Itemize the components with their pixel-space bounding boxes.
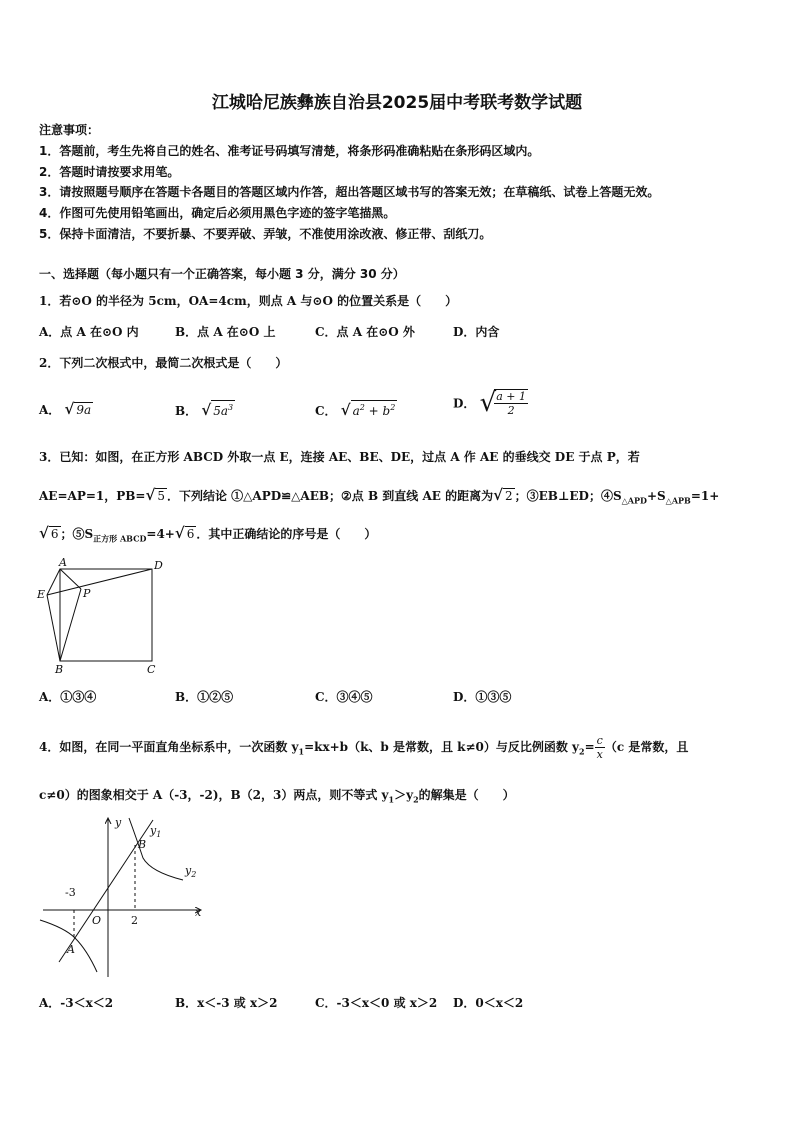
label-point-a: A [67, 943, 75, 956]
label-c: C [147, 663, 156, 676]
q1-option-d: D．内含 [453, 325, 500, 339]
label-x-axis: x [195, 906, 202, 919]
square-figure [35, 555, 170, 677]
q2-option-c-exp1: 2 [359, 403, 365, 412]
q2-option-a-label: A． [39, 403, 61, 417]
q2-option-c-label: C． [315, 404, 337, 418]
q1-option-b: B．点 A 在⊙O 上 [175, 325, 276, 339]
q4-option-a: A．-3＜x＜2 [39, 996, 114, 1010]
segment-ae [47, 569, 60, 595]
q2-option-d-numerator: a + 1 [496, 390, 526, 403]
question-1-stem: 1．若⊙O 的半径为 5cm，OA=4cm，则点 A 与⊙O 的位置关系是（ ） [39, 294, 458, 308]
q3-rad-1: 5 [157, 489, 165, 503]
segment-de [47, 569, 152, 595]
label-point-b: B [138, 838, 147, 851]
label-y1: $y_1$ [150, 824, 162, 839]
q2-option-b: B． √ $5a^3$ [175, 401, 234, 419]
q4-text-e: c≠0）的图象相交于 A（-3，-2)，B（2，3）两点，则不等式 y [39, 788, 389, 802]
q4-sub-3: 1 [388, 794, 395, 805]
question-3-line-2: AE=AP=1，PB=√ 5 ．下列结论 ①△APD≌△AEB；②点 B 到直线 AE 的距离为√ 2 ；③EB⊥ED；$④S_{\triangle APD}+S_{\triangle APB}=1+$ [39, 486, 720, 506]
q2-option-c-exp2: 2 [390, 403, 396, 412]
q3-option-d: D．①③⑤ [453, 690, 512, 704]
q4-text-d: （c 是常数，且 [604, 740, 689, 754]
question-3-line-1: 3．已知：如图，在正方形 ABCD 外取一点 E，连接 AE、BE、DE，过点 A 作 AE 的垂线交 DE 于点 P，若 [39, 450, 640, 464]
question-3-line-3: √ 6 ；$⑤S_{正方形 ABCD}=4+√$ 6 ．其中正确结论的序号是（ ） [39, 524, 377, 544]
q3-text-b: ．下列结论 ①△APD≌△AEB；②点 B 到直线 AE 的距离为 [166, 489, 494, 503]
q3-rad-4: 6 [186, 527, 195, 541]
label-y-axis: y [115, 816, 122, 829]
q2-option-c-term1: a [352, 404, 360, 418]
q2-option-b-label: B． [175, 404, 198, 418]
q4-frac-num: c [595, 734, 605, 748]
q2-option-b-base: 5a [213, 404, 228, 418]
q3-text-d: +S [646, 489, 666, 503]
segment-pb [60, 589, 81, 661]
q4-text-a: 4．如图，在同一平面直角坐标系中，一次函数 y [39, 740, 299, 754]
q3-sub-1: △APD [621, 495, 647, 506]
label-y2: $y_2$ [185, 864, 197, 879]
label-d: D [154, 559, 163, 572]
q2-option-d-label: D． [453, 396, 476, 411]
section-heading: 一、选择题（每小题只有一个正确答案，每小题 3 分，满分 30 分） [39, 267, 405, 281]
q3-rad-3: 6 [50, 527, 59, 541]
notice-item-2: 2．答题时请按要求用笔。 [39, 165, 180, 179]
notice-heading: 注意事项： [39, 123, 100, 137]
q4-sub-2: 2 [579, 746, 585, 757]
label-e: E [37, 588, 46, 601]
q2-option-a: A． √ 9a [39, 400, 92, 418]
q4-sub-4: 2 [413, 794, 419, 805]
q3-text-a: AE=AP=1，PB= [39, 489, 146, 503]
segment-ap [60, 569, 81, 589]
q3-text-f: ；⑤S [60, 527, 94, 541]
q2-option-c: C． √ $a^2 + b^2$ [315, 401, 396, 419]
segment-be [47, 595, 60, 661]
q4-option-c: C．-3＜x＜0 或 x＞2 [315, 996, 438, 1010]
label-origin: O [92, 914, 102, 927]
q4-sub-1: 1 [298, 746, 305, 757]
q4-text-f: ＞y [394, 788, 414, 802]
q4-text-g: 的解集是（ ） [418, 788, 515, 802]
page-title: 江城哈尼族彝族自治县2025届中考联考数学试题 [211, 93, 583, 113]
q2-option-d: D． √ $\frac{a + 1}{2}$ [453, 388, 526, 418]
coordinate-figure [35, 812, 210, 980]
q3-option-b: B．①②⑤ [175, 690, 234, 704]
q3-option-a: A．①③④ [39, 690, 97, 704]
q2-option-b-exp: 3 [228, 403, 234, 412]
label-p: P [83, 587, 91, 600]
question-4-line-2 [39, 786, 515, 804]
q3-sub-3: 正方形 ABCD [93, 533, 147, 544]
question-4-line-1 [39, 734, 688, 761]
label-two: 2 [131, 914, 138, 927]
q2-option-d-denominator: 2 [507, 404, 515, 417]
label-neg3: -3 [65, 886, 76, 899]
q2-option-a-radicand: 9a [76, 403, 92, 417]
label-a: A [59, 556, 67, 569]
label-b: B [55, 663, 64, 676]
notice-item-4: 4．作图可先使用铅笔画出，确定后必须用黑色字迹的签字笔描黑。 [39, 206, 396, 220]
q4-frac-den: x [596, 748, 603, 761]
q3-sub-2: △APB [665, 495, 691, 506]
question-2-stem: 2．下列二次根式中，最简二次根式是（ ） [39, 356, 288, 370]
q3-text-g: =4+ [146, 527, 175, 541]
q3-text-e: =1+ [690, 489, 720, 503]
q4-option-d: D．0＜x＜2 [453, 996, 524, 1010]
notice-item-1: 1．答题前，考生先将自己的姓名、准考证号码填写清楚，将条形码准确粘贴在条形码区域内。 [39, 144, 540, 158]
q1-option-a: A．点 A 在⊙O 内 [39, 325, 139, 339]
q3-option-c: C．③④⑤ [315, 690, 373, 704]
q4-option-b: B．x＜-3 或 x＞2 [175, 996, 278, 1010]
q1-option-c: C．点 A 在⊙O 外 [315, 325, 415, 339]
notice-item-3: 3．请按照题号顺序在答题卡各题目的答题区域内作答，超出答题区域书写的答案无效；在草稿纸、试卷上答题无效。 [39, 185, 660, 199]
q4-text-c: = [584, 740, 595, 754]
q3-text-h: ．其中正确结论的序号是（ ） [196, 527, 377, 541]
notice-item-5: 5．保持卡面清洁，不要折暴、不要弄破、弄皱，不准使用涂改液、修正带、刮纸刀。 [39, 227, 492, 241]
q4-text-b: =kx+b（k、b 是常数，且 k≠0）与反比例函数 y [304, 740, 579, 754]
q2-option-c-term2: + b [364, 404, 391, 418]
q3-text-c: ；③EB⊥ED；④S [514, 489, 622, 503]
q3-rad-2: 2 [504, 489, 513, 503]
